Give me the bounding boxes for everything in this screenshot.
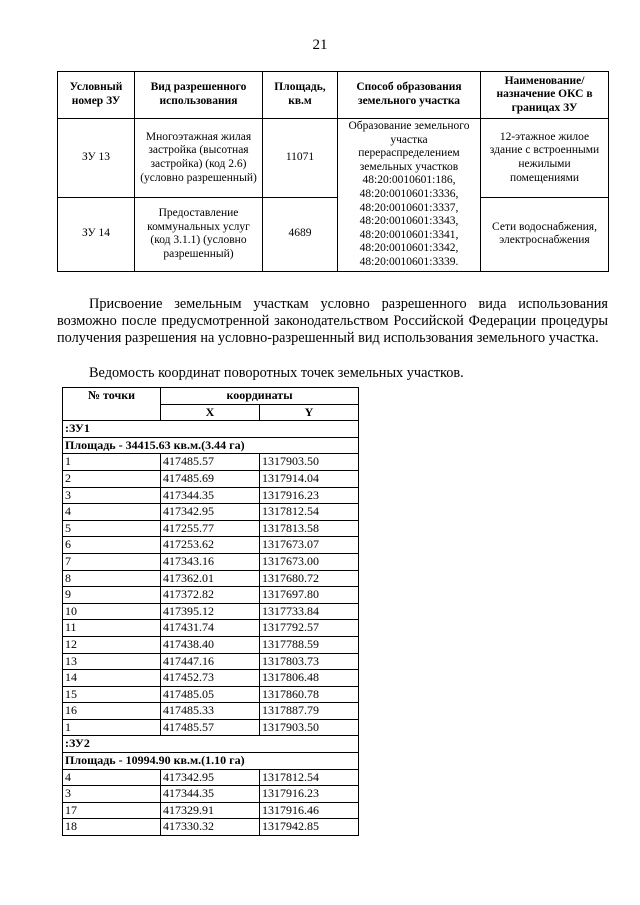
table-row [58, 197, 609, 271]
area-cell: 4689 [263, 197, 338, 271]
y-coordinate-cell: 1317916.46 [260, 802, 359, 819]
formation-method-line: 48:20:0010601:3342, [359, 242, 459, 255]
permitted-use-cell: Предоставление коммунальных услуг (код 3.1.1) (условно разрешенный) [135, 197, 263, 271]
table-row [63, 620, 359, 637]
formation-method-line: 48:20:0010601:3336, [359, 187, 459, 200]
table-row [63, 553, 359, 570]
x-coordinate-cell: 417452.73 [161, 670, 260, 687]
header-point-number: № точки [63, 388, 161, 421]
x-coordinate-cell: 417485.05 [161, 686, 260, 703]
point-number-cell: 3 [63, 487, 161, 504]
x-coordinate-cell: 417485.69 [161, 470, 260, 487]
area-row-zu2 [63, 753, 359, 770]
y-coordinate-cell: 1317812.54 [260, 504, 359, 521]
y-coordinate-cell: 1317673.07 [260, 537, 359, 554]
x-coordinate-cell: 417485.33 [161, 703, 260, 720]
point-number-cell: 18 [63, 819, 161, 836]
formation-method-line: участка [390, 133, 428, 146]
y-coordinate-cell: 1317903.50 [260, 454, 359, 471]
table-row [63, 786, 359, 803]
y-coordinate-cell: 1317673.00 [260, 553, 359, 570]
table-row [63, 470, 359, 487]
y-coordinate-cell: 1317733.84 [260, 603, 359, 620]
point-number-cell: 16 [63, 703, 161, 720]
y-coordinate-cell: 1317860.78 [260, 686, 359, 703]
header-y: Y [260, 404, 359, 421]
point-number-cell: 14 [63, 670, 161, 687]
y-coordinate-cell: 1317914.04 [260, 470, 359, 487]
x-coordinate-cell: 417342.95 [161, 769, 260, 786]
table-row [63, 719, 359, 736]
header-permitted-use: Вид разрешенного использования [135, 72, 263, 119]
point-number-cell: 12 [63, 636, 161, 653]
y-coordinate-cell: 1317887.79 [260, 703, 359, 720]
y-coordinate-cell: 1317916.23 [260, 487, 359, 504]
y-coordinate-cell: 1317792.57 [260, 620, 359, 637]
y-coordinate-cell: 1317788.59 [260, 636, 359, 653]
table-row [63, 454, 359, 471]
area-cell: 11071 [263, 119, 338, 198]
conditional-use-paragraph: Присвоение земельным участкам условно разрешенного вида использования возможно после предусмотренной законодательством Российской Федерации процедуры получения разрешения на условно-разрешенный вид использования земельного участка. [57, 296, 608, 346]
y-coordinate-cell: 1317942.85 [260, 819, 359, 836]
x-coordinate-cell: 417362.01 [161, 570, 260, 587]
y-coordinate-cell: 1317680.72 [260, 570, 359, 587]
y-coordinate-cell: 1317697.80 [260, 587, 359, 604]
table-row [63, 504, 359, 521]
x-coordinate-cell: 417344.35 [161, 487, 260, 504]
coordinates-table [62, 387, 359, 836]
table-row [63, 703, 359, 720]
formation-method-line: 48:20:0010601:3343, [359, 215, 459, 228]
point-number-cell: 10 [63, 603, 161, 620]
area-label-zu2: Площадь - 10994.90 кв.м.(1.10 га) [63, 753, 359, 770]
point-number-cell: 9 [63, 587, 161, 604]
oks-purpose-cell: 12-этажное жилое здание с встроенными нежилыми помещениями [481, 119, 609, 198]
header-coordinates: координаты [161, 388, 359, 405]
y-coordinate-cell: 1317903.50 [260, 719, 359, 736]
table-row [63, 520, 359, 537]
table-row [63, 769, 359, 786]
point-number-cell: 2 [63, 470, 161, 487]
point-number-cell: 13 [63, 653, 161, 670]
land-plots-header-row [58, 72, 609, 119]
section-label-zu1: :ЗУ1 [63, 421, 359, 438]
y-coordinate-cell: 1317812.54 [260, 769, 359, 786]
table-row [63, 653, 359, 670]
table-row [63, 587, 359, 604]
point-number-cell: 5 [63, 520, 161, 537]
oks-purpose-cell: Сети водоснабжения, электроснабжения [481, 197, 609, 271]
point-number-cell: 6 [63, 537, 161, 554]
x-coordinate-cell: 417329.91 [161, 802, 260, 819]
table-row [63, 487, 359, 504]
header-formation-method: Способ образования земельного участка [338, 72, 481, 119]
x-coordinate-cell: 417485.57 [161, 454, 260, 471]
coords-header-row [63, 388, 359, 405]
coordinates-caption: Ведомость координат поворотных точек земельных участков. [89, 365, 464, 381]
point-number-cell: 1 [63, 719, 161, 736]
section-row-zu1 [63, 421, 359, 438]
table-row [63, 802, 359, 819]
section-row-zu2 [63, 736, 359, 753]
table-row [63, 819, 359, 836]
point-number-cell: 17 [63, 802, 161, 819]
x-coordinate-cell: 417438.40 [161, 636, 260, 653]
permitted-use-cell: Многоэтажная жилая застройка (высотная застройка) (код 2.6) (условно разрешенный) [135, 119, 263, 198]
section-label-zu2: :ЗУ2 [63, 736, 359, 753]
x-coordinate-cell: 417343.16 [161, 553, 260, 570]
point-number-cell: 7 [63, 553, 161, 570]
point-number-cell: 3 [63, 786, 161, 803]
x-coordinate-cell: 417342.95 [161, 504, 260, 521]
x-coordinate-cell: 417255.77 [161, 520, 260, 537]
x-coordinate-cell: 417485.57 [161, 719, 260, 736]
formation-method-line: 48:20:0010601:3337, [359, 201, 459, 214]
plot-number-cell: ЗУ 13 [58, 119, 135, 198]
point-number-cell: 11 [63, 620, 161, 637]
table-row [63, 603, 359, 620]
header-oks-purpose: Наименование/ назначение ОКС в границах ЗУ [481, 72, 609, 119]
formation-method-line: перераспределением [358, 147, 460, 160]
table-row [63, 686, 359, 703]
table-row [63, 570, 359, 587]
area-label-zu1: Площадь - 34415.63 кв.м.(3.44 га) [63, 437, 359, 454]
header-plot-number: Условный номер ЗУ [58, 72, 135, 119]
y-coordinate-cell: 1317803.73 [260, 653, 359, 670]
x-coordinate-cell: 417372.82 [161, 587, 260, 604]
formation-method-line: 48:20:0010601:3341, [359, 228, 459, 241]
header-x: X [161, 404, 260, 421]
area-row-zu1 [63, 437, 359, 454]
header-area: Площадь, кв.м [263, 72, 338, 119]
y-coordinate-cell: 1317916.23 [260, 786, 359, 803]
formation-method-line: 48:20:0010601:3339. [359, 255, 459, 268]
formation-method-cell [338, 119, 481, 272]
x-coordinate-cell: 417330.32 [161, 819, 260, 836]
table-row [63, 537, 359, 554]
formation-method-lines [340, 120, 478, 270]
formation-method-line: Образование земельного [348, 120, 470, 132]
table-row [63, 670, 359, 687]
x-coordinate-cell: 417447.16 [161, 653, 260, 670]
land-plots-table [57, 71, 609, 272]
point-number-cell: 4 [63, 504, 161, 521]
x-coordinate-cell: 417431.74 [161, 620, 260, 637]
x-coordinate-cell: 417344.35 [161, 786, 260, 803]
table-row [58, 119, 609, 198]
point-number-cell: 15 [63, 686, 161, 703]
page-number: 21 [312, 37, 328, 53]
formation-method-line: 48:20:0010601:186, [362, 174, 456, 187]
table-row [63, 636, 359, 653]
formation-method-line: земельных участков [359, 160, 459, 173]
x-coordinate-cell: 417253.62 [161, 537, 260, 554]
y-coordinate-cell: 1317813.58 [260, 520, 359, 537]
y-coordinate-cell: 1317806.48 [260, 670, 359, 687]
point-number-cell: 1 [63, 454, 161, 471]
plot-number-cell: ЗУ 14 [58, 197, 135, 271]
point-number-cell: 8 [63, 570, 161, 587]
x-coordinate-cell: 417395.12 [161, 603, 260, 620]
point-number-cell: 4 [63, 769, 161, 786]
